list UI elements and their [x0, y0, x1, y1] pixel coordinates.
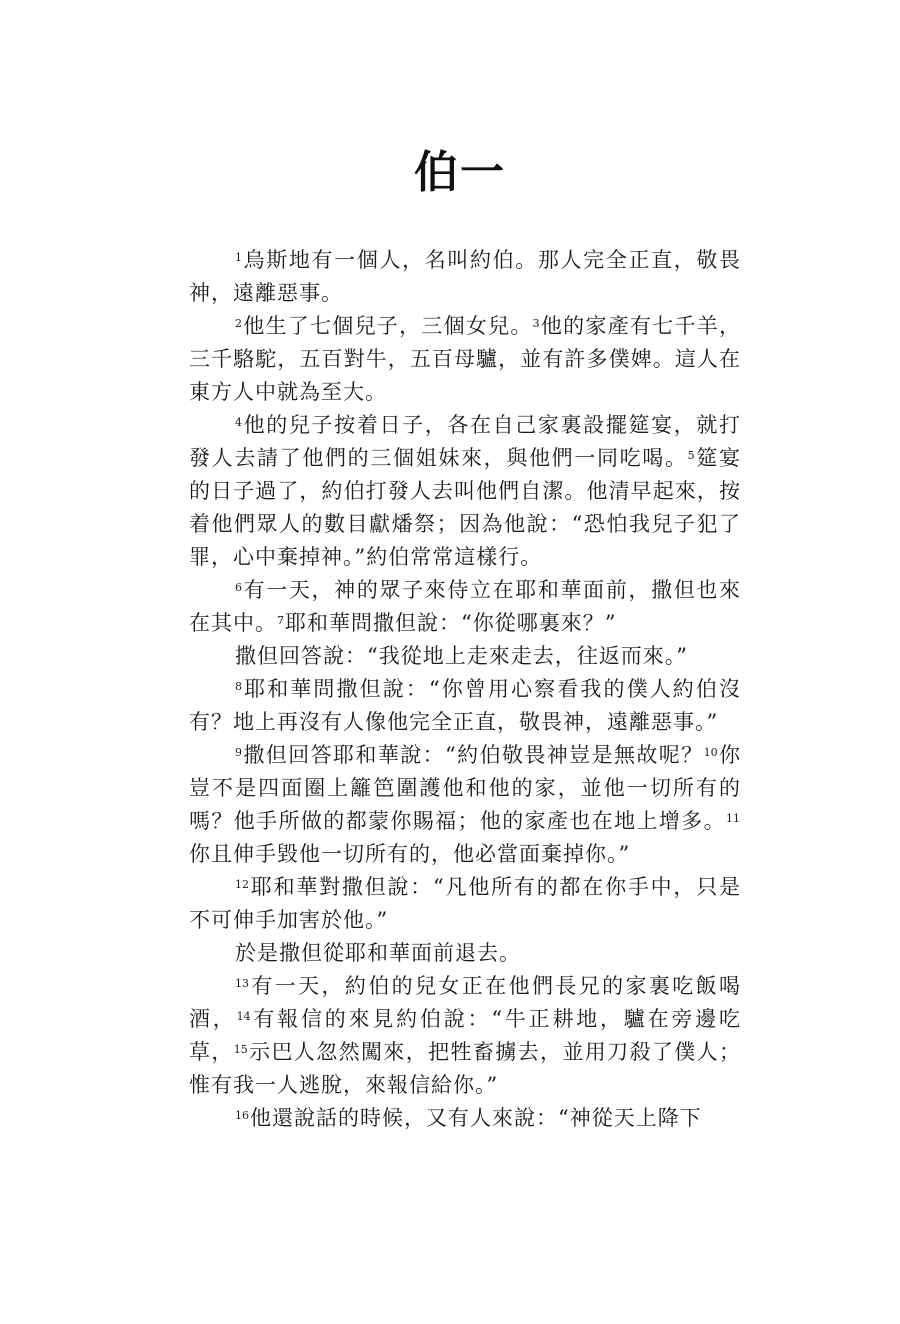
verse	[235, 941, 521, 965]
verse-text: 撒但回答耶和華說：“約伯敬畏神豈是無故呢？	[243, 743, 704, 767]
verse-text: 他的家產有七千羊，三千駱駝，五百對牛，五百母驢，並有許多僕婢。這人在東方人中就為至大。	[189, 314, 742, 404]
paragraph	[189, 937, 741, 970]
paragraph	[189, 409, 741, 574]
verse-number: 13	[235, 977, 249, 990]
verse-number: 14	[236, 1010, 251, 1023]
verse-text: 耶和華問撒但說：“你曾用心察看我的僕人約伯沒有？地上再沒有人像他完全正直，敬畏神，遠離惡事。”	[189, 677, 741, 734]
verse-number: 12	[235, 878, 249, 891]
paragraph	[189, 574, 741, 640]
verse-number: 6	[235, 581, 242, 594]
verse-number: 16	[235, 1109, 249, 1122]
verse-text: 你且伸手毀他一切所有的，他必當面棄掉你。”	[189, 842, 631, 866]
verse-number: 7	[277, 614, 284, 627]
verse-text: 有報信的來見約伯說：“牛正耕地，驢在旁邊吃草，	[189, 1007, 742, 1064]
verse	[277, 611, 616, 635]
verse	[189, 875, 741, 932]
verse-text: 耶和華對撒但說：“凡他所有的都在你手中，只是不可伸手加害於他。”	[189, 875, 741, 932]
paragraph	[189, 1102, 741, 1135]
verse-number: 4	[235, 416, 242, 429]
verse-text: 示巴人忽然闖來，把牲畜擄去，並用刀殺了僕人；惟有我一人逃脫，來報信給你。”	[189, 1040, 741, 1097]
verse	[189, 677, 741, 734]
verse	[189, 413, 741, 470]
verse-number: 5	[687, 449, 695, 462]
verse-number: 2	[235, 317, 242, 330]
verse-text: 耶和華問撒但說：“你從哪裏來？”	[285, 611, 617, 635]
paragraph	[189, 970, 741, 1102]
verse	[235, 314, 533, 338]
verse-number: 9	[235, 746, 242, 759]
verse-text: 他生了七個兒子，三個女兒。	[243, 314, 533, 338]
verse-number: 8	[235, 680, 242, 693]
verse-text: 於是撒但從耶和華面前退去。	[235, 941, 521, 965]
verse	[189, 248, 741, 305]
verse-number: 1	[235, 251, 242, 264]
verse	[189, 1040, 741, 1097]
verse-text: 他的兒子按着日子，各在自己家裏設擺筵宴，就打發人去請了他們的三個姐妹來，與他們一同吃喝。	[189, 413, 741, 470]
verse-text: 你豈不是四面圈上籬笆圍護他和他的家，並他一切所有的嗎？他手所做的都蒙你賜福；他的家產也在地上增多。	[189, 743, 742, 833]
verse-number: 15	[233, 1043, 248, 1056]
scripture-text	[189, 244, 741, 1135]
verse-text: 筵宴的日子過了，約伯打發人去叫他們自潔。他清早起來，按着他們眾人的數目獻燔祭；因為他說：“恐怕我兒子犯了罪，心中棄掉神。”約伯常常這樣行。	[189, 446, 742, 569]
verse-number: 10	[703, 746, 718, 759]
verse	[235, 644, 688, 668]
paragraph	[189, 739, 741, 871]
verse	[235, 743, 704, 767]
verse	[235, 1106, 702, 1130]
verse-text: 他還說話的時候，又有人來說：“神從天上降下	[250, 1106, 702, 1130]
paragraph	[189, 673, 741, 739]
verse-text: 有一天，神的眾子來侍立在耶和華面前，撒但也來在其中。	[189, 578, 741, 635]
verse-text: 撒但回答說：“我從地上走來走去，往返而來。”	[235, 644, 688, 668]
verse-number: 3	[532, 317, 540, 330]
paragraph	[189, 640, 741, 673]
paragraph	[189, 310, 741, 409]
paragraph	[189, 244, 741, 310]
chapter-title: 伯一	[414, 147, 506, 198]
verse-text: 烏斯地有一個人，名叫約伯。那人完全正直，敬畏神，遠離惡事。	[189, 248, 741, 305]
verse-text: 有一天，約伯的兒女正在他們長兄的家裏吃飯喝酒，	[189, 974, 741, 1031]
verse-number: 11	[726, 812, 740, 825]
paragraph	[189, 871, 741, 937]
